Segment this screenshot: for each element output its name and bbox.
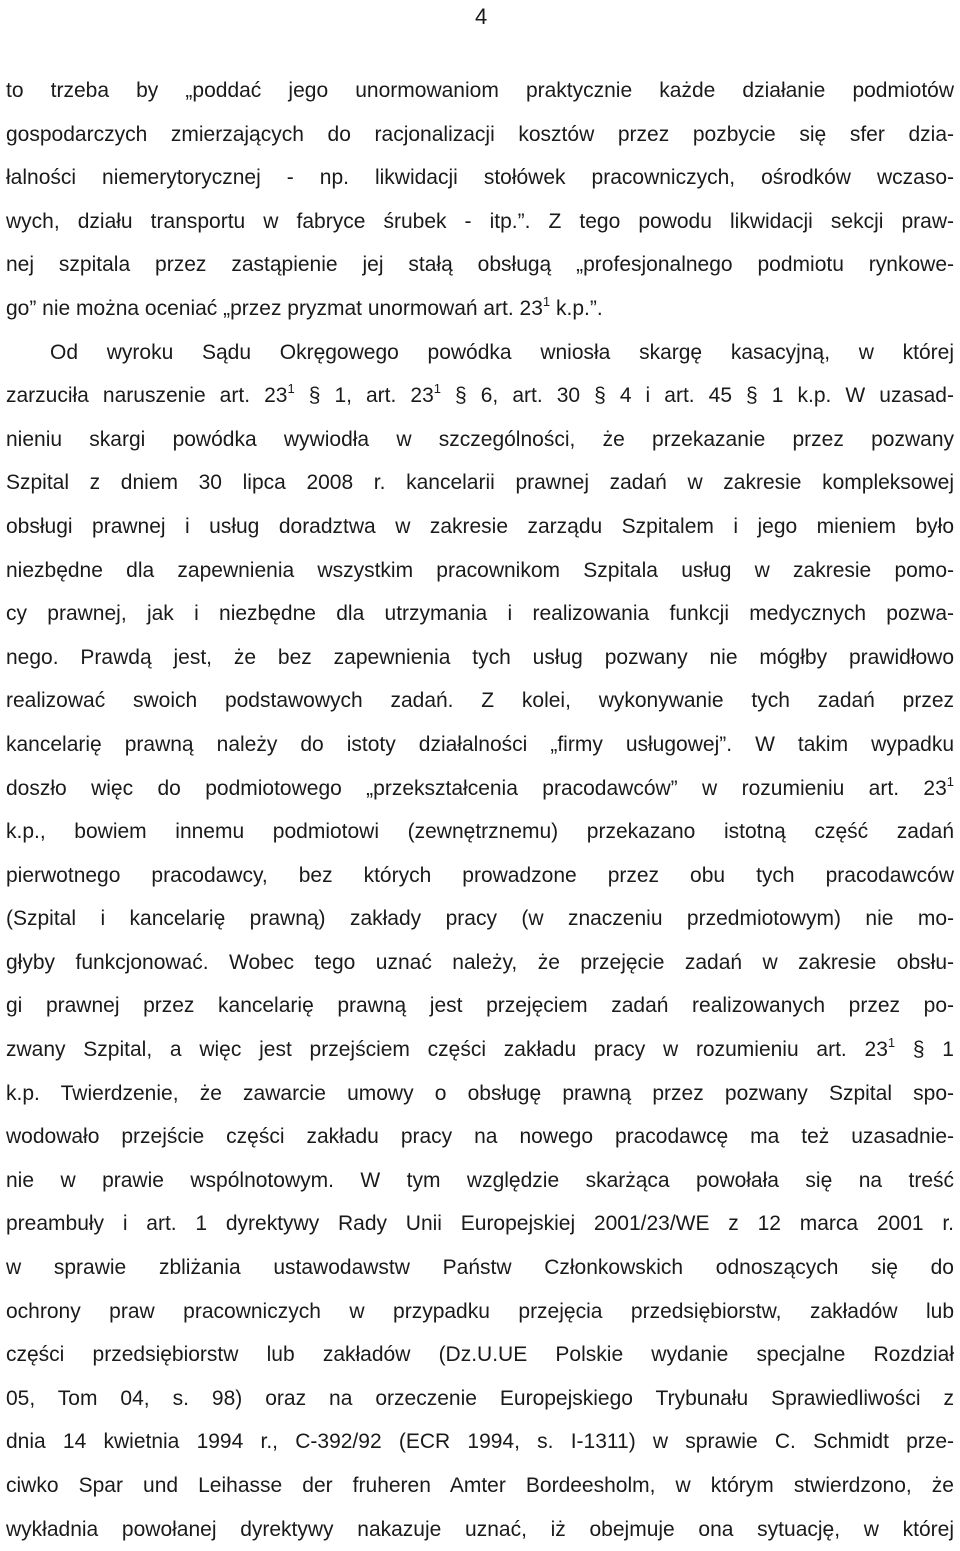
text-line: łalności niemerytorycznej - np. likwidacji stołówek pracowniczych, ośrodków wczaso- [6,166,954,190]
text-line: dnia 14 kwietnia 1994 r., C-392/92 (ECR 1994, s. I-1311) w sprawie C. Schmidt prze- [6,1430,954,1454]
text-line: realizować swoich podstawowych zadań. Z kolei, wykonywanie tych zadań przez [6,689,954,713]
text-line: nej szpitala przez zastąpienie jej stałą obsługą „profesjonalnego podmiotu rynkowe- [6,253,954,277]
text-line: wych, działu transportu w fabryce śrubek - itp.”. Z tego powodu likwidacji sekcji praw- [6,209,954,233]
text-line: kancelarię prawną należy do istoty działalności „firmy usługowej”. W takim wypadku [6,732,954,756]
text-line: to trzeba by „poddać jego unormowaniom praktycznie każde działanie podmiotów [6,79,954,102]
text-line: ciwko Spar und Leihasse der fruheren Amter Bordeesholm, w którym stwierdzono, że [6,1474,954,1497]
text-line: części przedsiębiorstw lub zakładów (Dz.U.UE Polskie wydanie specjalne Rozdział [6,1343,954,1367]
text-line: go” nie można oceniać „przez pryzmat unormowań art. $23^1$ k.p.”. [6,293,603,320]
text-line: nieniu skargi powódka wywiodła w szczególności, że przekazanie przez pozwany [6,427,954,451]
text-line: k.p. Twierdzenie, że zawarcie umowy o obsługę prawną przez pozwany Szpital spo- [6,1081,954,1105]
page-number: 4 [475,4,488,29]
text-line: wodowało przejście części zakładu pracy na nowego pracodawcę ma też uzasadnie- [6,1125,954,1149]
text-line: preambuły i art. 1 dyrektywy Rady Unii Europejskiej 2001/23/WE z 12 marca 2001 r. [6,1212,954,1236]
text-line: zarzuciła naruszenie art. $23^1$ § 1, art. $23^1$ § 6, art. 30 § 4 i art. 45 § 1 k.p. W uzasad- [6,381,954,408]
text-line: obsługi prawnej i usług doradztwa w zakresie zarządu Szpitalem i jego mieniem było [6,514,954,538]
text-line: niezbędne dla zapewnienia wszystkim pracownikom Szpitala usług w zakresie pomo- [6,558,954,582]
text-line: (Szpital i kancelarię prawną) zakłady pracy (w znaczeniu przedmiotowym) nie mo- [6,907,954,931]
text-line: nie w prawie wspólnotowym. W tym względzie skarżąca powołała się na treść [6,1168,954,1192]
text-line: ochrony praw pracowniczych w przypadku przejęcia przedsiębiorstw, zakładów lub [6,1299,954,1323]
text-line: zwany Szpital, a więc jest przejściem części zakładu pracy w rozumieniu art. $23^1$ § 1 [6,1035,954,1062]
text-line: doszło więc do podmiotowego „przekształcenia pracodawców” w rozumieniu art. $23^1$ [6,773,954,800]
text-line: Od wyroku Sądu Okręgowego powódka wniosła skargę kasacyjną, w której [50,340,954,364]
text-line: cy prawnej, jak i niezbędne dla utrzymania i realizowania funkcji medycznych pozwa- [6,602,954,626]
text-line: gospodarczych zmierzających do racjonalizacji kosztów przez pozbycie się sfer dzia- [6,122,954,146]
text-line: wykładnia powołanej dyrektywy nakazuje uznać, iż obejmuje ona sytuację, w której [6,1517,954,1541]
text-line: gi prawnej przez kancelarię prawną jest przejęciem zadań realizowanych przez po- [6,994,954,1018]
document-body [6,69,954,1551]
text-line: pierwotnego pracodawcy, bez których prowadzone przez obu tych pracodawców [6,863,954,887]
text-line: w sprawie zbliżania ustawodawstw Państw Członkowskich odnoszących się do [6,1256,954,1280]
text-line: głyby funkcjonować. Wobec tego uznać należy, że przejęcie zadań w zakresie obsłu- [6,950,954,974]
text-line: nego. Prawdą jest, że bez zapewnienia tych usług pozwany nie mógłby prawidłowo [6,645,954,669]
text-line: k.p., bowiem innemu podmiotowi (zewnętrznemu) przekazano istotną część zadań [6,820,954,844]
text-line: Szpital z dniem 30 lipca 2008 r. kancelarii prawnej zadań w zakresie kompleksowej [6,471,954,495]
text-line: 05, Tom 04, s. 98) oraz na orzeczenie Europejskiego Trybunału Sprawiedliwości z [6,1386,954,1410]
